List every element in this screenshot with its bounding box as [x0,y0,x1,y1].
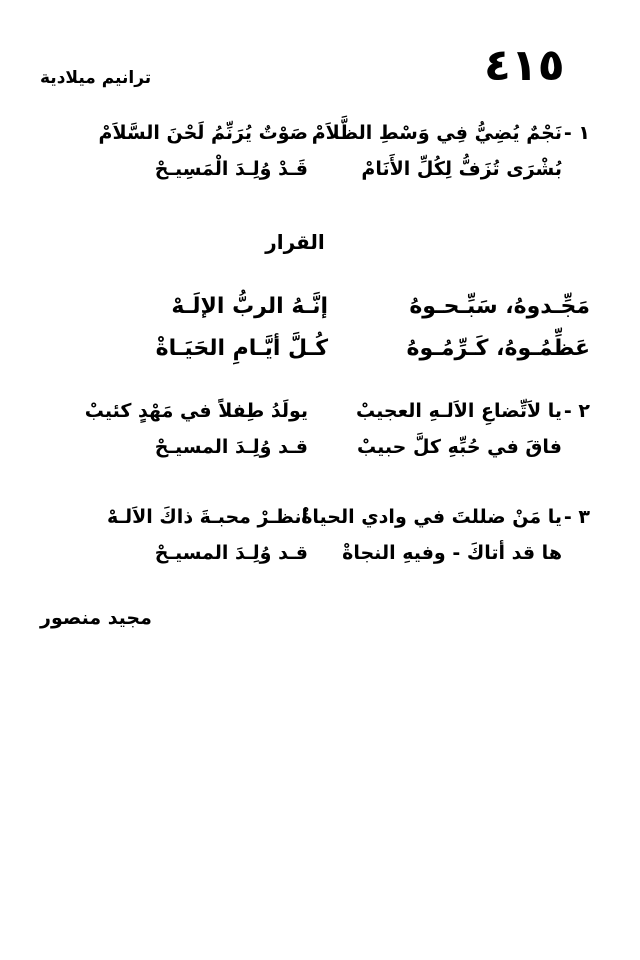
verse-number: ٢ - [563,400,590,422]
page-number: ٤١٥ [484,40,565,91]
verse-number: ٣ - [563,506,590,528]
hemistich-left: كُـلَّ أيَّـامِ الحَيَـاةْ [155,336,328,361]
hemistich-right: نَجْمٌ يُضِيُّ فِي وَسْطِ الظَّلاَمْ [311,122,562,144]
hemistich-right: يا مَنْ ضللتَ في وادي الحياةْ [301,506,562,528]
hemistich-right: فاقَ في حُبِّهِ كلَّ حبيبْ [357,436,562,458]
hemistich-left: إنَّـهُ الربُّ الإلَـهْ [171,294,328,319]
hemistich-left: صَوْتٌ يُرَنِّمُ لَحْنَ السَّلاَمْ [98,122,308,144]
hemistich-right: عَظِّمُـوهُ، كَـرِّمُـوهُ [406,336,590,361]
verse-line [50,118,590,154]
hemistich-right: يا لاَتِّضاعِ الاَلـهِ العجيبْ [356,400,562,422]
verse-3 [50,502,590,574]
author-name: مجيد منصور [40,607,152,629]
verse-line [50,538,590,574]
hemistich-right: ها قد أتاكَ - وفيهِ النجاةْ [342,542,562,564]
refrain-line [50,292,590,334]
verse-2 [50,396,590,468]
verse-1 [50,118,590,190]
hemistich-left: قـد وُلِـدَ المسيـحْ [154,436,308,458]
verse-line [50,432,590,468]
refrain-title: القرار [265,230,325,254]
verse-number: ١ - [563,122,590,144]
verse-line [50,502,590,538]
hemistich-left: قـد وُلِـدَ المسيـحْ [154,542,308,564]
refrain-block [50,292,590,376]
hemistich-right: بُشْرَى تُزَفُّ لِكُلِّ الأَنَامْ [361,158,562,180]
hemistich-left: انظـرْ محبـةَ ذاكَ الاَلـهْ [106,506,308,528]
running-head: ترانيم ميلادية [40,68,152,88]
verse-line [50,396,590,432]
hemistich-right: مَجِّـدوهُ، سَبِّـحـوهُ [409,294,590,319]
refrain-line [50,334,590,376]
hemistich-left: قَـدْ وُلِـدَ الْمَسِيـحْ [154,158,308,180]
verse-line [50,154,590,190]
hemistich-left: يولَدُ طِفلاً في مَهْدٍ كئيبْ [84,400,308,422]
